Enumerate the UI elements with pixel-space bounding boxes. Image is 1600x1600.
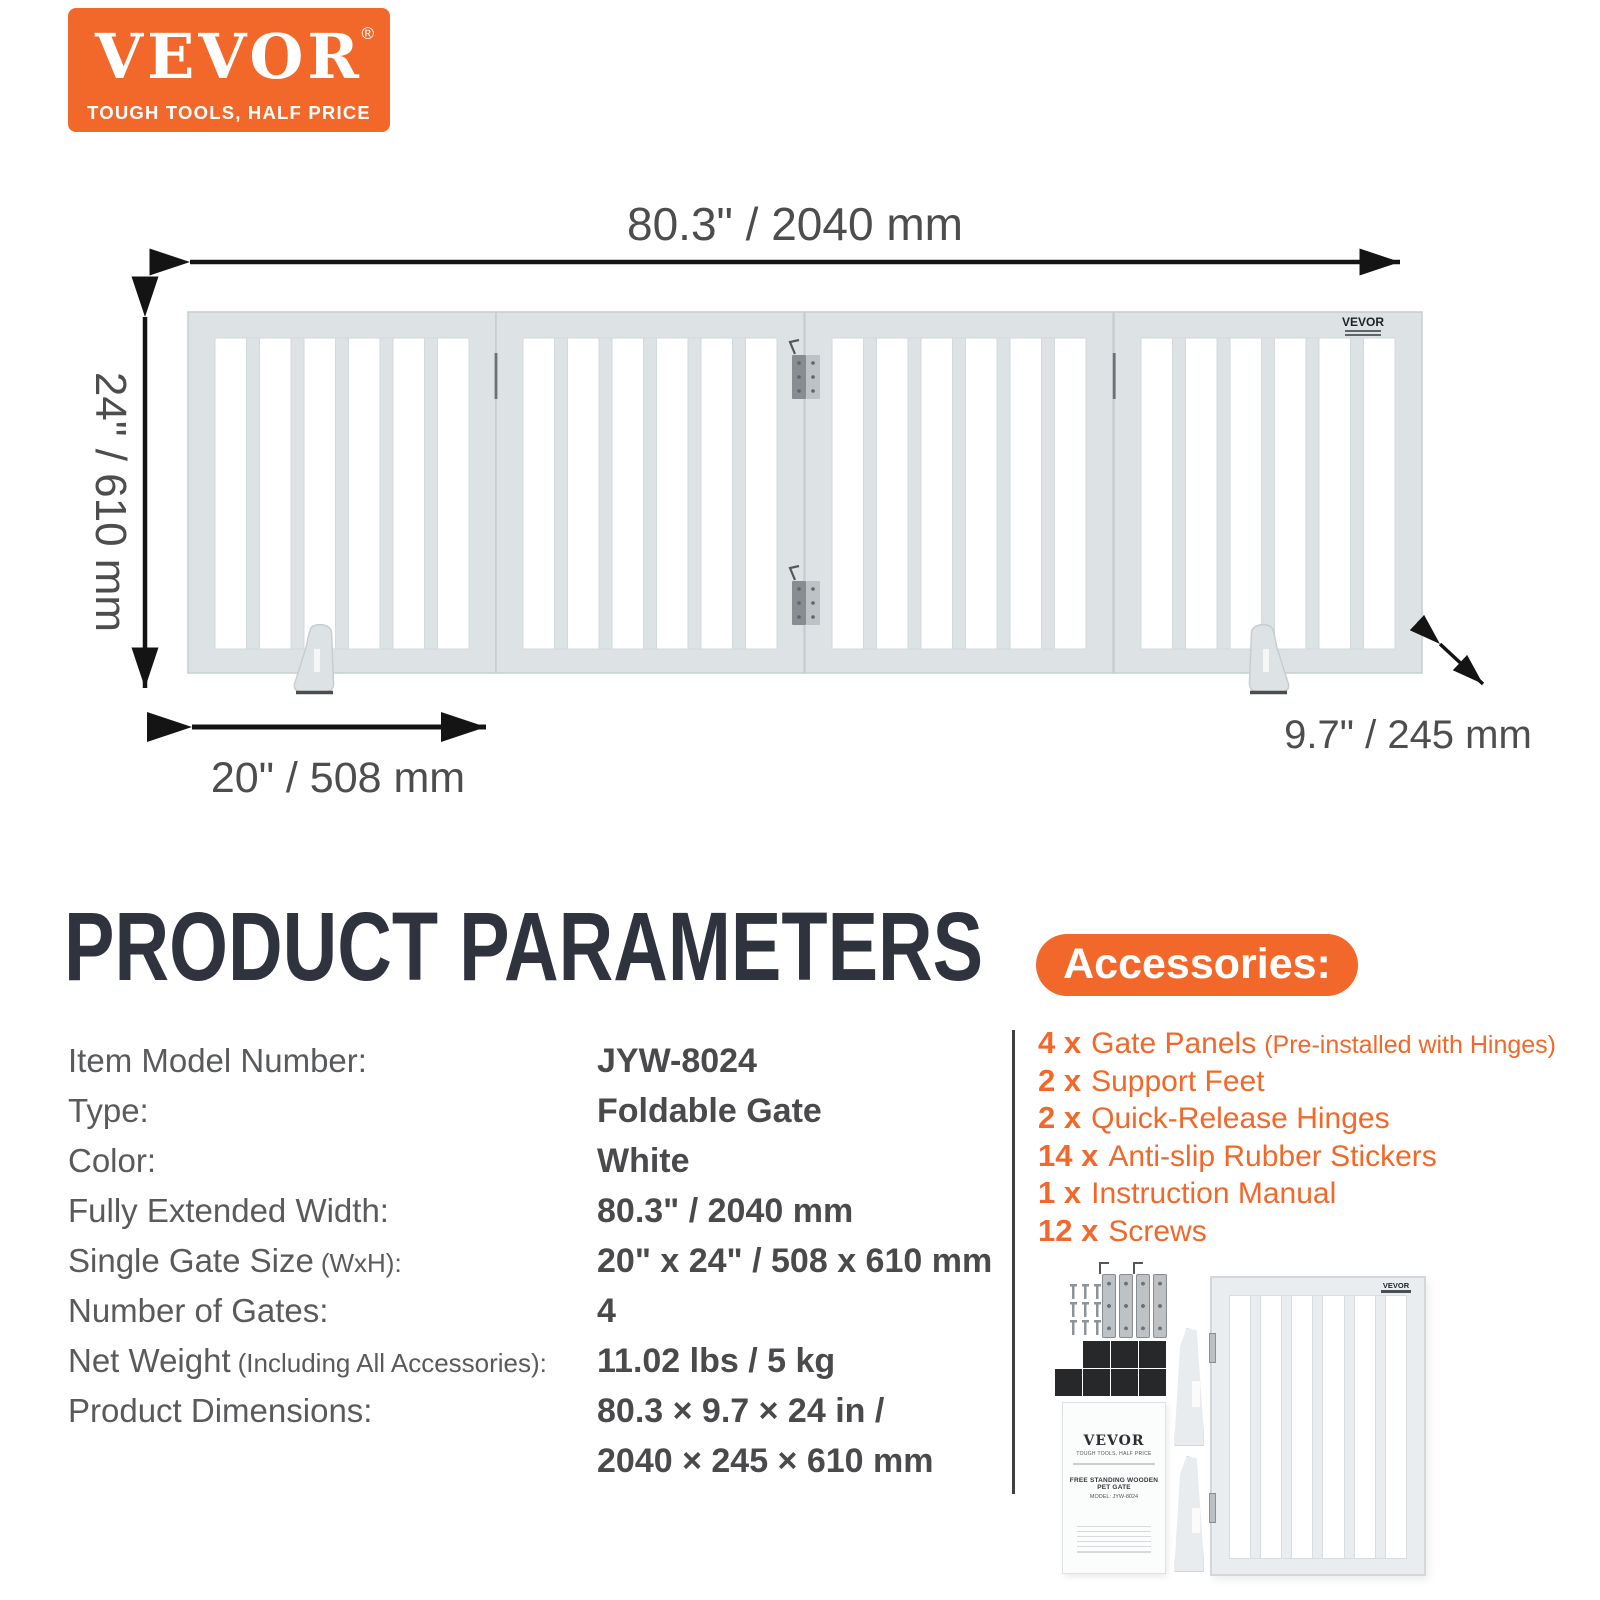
section-divider — [1012, 1030, 1015, 1494]
spec-value: White — [597, 1142, 690, 1180]
hinge-icon — [1136, 1274, 1150, 1338]
hinge-pin-joint3 — [1113, 353, 1116, 399]
rubber-sticker — [1139, 1341, 1166, 1368]
foot-notch — [1192, 1508, 1200, 1533]
rubber-sticker — [1111, 1369, 1138, 1396]
page-title: PRODUCT PARAMETERS — [64, 892, 984, 1001]
accessories-list — [1038, 1024, 1578, 1249]
panel-slat — [1312, 1296, 1323, 1558]
depth-arrow — [1440, 644, 1483, 684]
support-foot-photo — [1174, 1328, 1204, 1446]
manual-title: FREE STANDING WOODEN PET GATE — [1069, 1476, 1159, 1491]
hinge-icon — [1119, 1274, 1133, 1338]
vevor-logo-text: VEVOR — [95, 20, 363, 93]
spec-value: 2040 × 245 × 610 mm — [597, 1442, 934, 1480]
hinge-icon — [1153, 1274, 1167, 1338]
spec-value: 20" x 24" / 508 x 610 mm — [597, 1242, 993, 1280]
accessory-item-support-feet: 2 x Support Feet — [1038, 1062, 1265, 1098]
support-foot-photo — [1174, 1456, 1204, 1572]
manual-tagline: TOUGH TOOLS, HALF PRICE — [1076, 1451, 1152, 1457]
hinge-leaf-icon — [1209, 1333, 1216, 1363]
total-width-label: 80.3" / 2040 mm — [627, 198, 963, 250]
accessory-item-hinges: 2 x Quick-Release Hinges — [1038, 1100, 1390, 1135]
rubber-sticker — [1111, 1341, 1138, 1368]
manual-paragraph — [1063, 1526, 1165, 1553]
hinge-pin-joint1 — [495, 353, 498, 399]
brand-tagline: TOUGH TOOLS, HALF PRICE — [87, 102, 371, 123]
spec-row-dimensions: Product Dimensions: 80.3 × 9.7 × 24 in / — [68, 1388, 1013, 1438]
screw-icon — [1094, 1284, 1101, 1299]
foot-notch — [1192, 1381, 1200, 1407]
screw-icon — [1070, 1320, 1077, 1335]
spec-row-gate-size: Single Gate Size (WxH): 20" x 24" / 508 x 610 mm — [68, 1238, 1013, 1288]
spec-row-dimensions-mm — [68, 1438, 1013, 1488]
screw-icon — [1082, 1284, 1089, 1299]
panel-slat — [1344, 1296, 1355, 1558]
gate-illustration — [188, 312, 1422, 693]
spec-value: 11.02 lbs / 5 kg — [597, 1342, 836, 1380]
rubber-sticker — [1055, 1369, 1082, 1396]
accessories-header: Accessories: — [1036, 934, 1358, 996]
panel-width-label: 20" / 508 mm — [210, 754, 466, 802]
rubber-sticker — [1083, 1369, 1110, 1396]
gate-panel-photo — [1210, 1276, 1426, 1576]
screw-icon — [1094, 1302, 1101, 1317]
panel-brand-sticker: VEVOR — [1376, 1281, 1416, 1294]
hinges-photo — [1102, 1272, 1174, 1340]
spec-row-gate-count: Number of Gates: 4 — [68, 1288, 1013, 1338]
accessory-item-manual: 1 x Instruction Manual — [1038, 1175, 1337, 1210]
accessory-item-screws: 12 x Screws — [1038, 1212, 1207, 1248]
hinge-leaf-icon — [1209, 1493, 1216, 1523]
screw-icon — [1070, 1284, 1077, 1299]
height-label: 24" / 610 mm — [86, 371, 135, 633]
rubber-sticker — [1139, 1369, 1166, 1396]
panel-slat — [1250, 1296, 1261, 1558]
spec-table — [68, 1038, 1013, 1498]
panel-slat — [1375, 1296, 1386, 1558]
spec-row-extended-width: Fully Extended Width: 80.3" / 2040 mm — [68, 1188, 1013, 1238]
foot-depth-label: 9.7" / 245 mm — [1284, 713, 1532, 757]
manual-model: MODEL: JYW-8024 — [1089, 1493, 1139, 1500]
registered-mark: ® — [361, 24, 374, 43]
manual-divider — [1073, 1463, 1155, 1465]
panel-slat — [1281, 1296, 1292, 1558]
panel-window — [1229, 1295, 1407, 1559]
rubber-sticker — [1083, 1341, 1110, 1368]
manual-brand: VEVOR — [1083, 1433, 1145, 1449]
spec-value: 80.3 × 9.7 × 24 in / — [597, 1392, 885, 1430]
spec-row-model: Item Model Number: JYW-8024 — [68, 1038, 1013, 1088]
spec-row-type: Type: Foldable Gate — [68, 1088, 1013, 1138]
screw-icon — [1070, 1302, 1077, 1317]
instruction-manual-photo — [1062, 1402, 1166, 1574]
spec-row-net-weight: Net Weight (Including All Accessories): 11.02 lbs / 5 kg — [68, 1338, 1013, 1388]
spec-row-color: Color: White — [68, 1138, 1013, 1188]
spec-value: 4 — [597, 1292, 616, 1330]
hinge-pin-icon — [1099, 1262, 1109, 1274]
hinge-pin-icon — [1133, 1262, 1143, 1274]
spec-value: 80.3" / 2040 mm — [597, 1192, 854, 1230]
accessory-item-gate-panels: 4 x Gate Panels (Pre-installed with Hinges) — [1038, 1025, 1556, 1060]
spec-value: JYW-8024 — [597, 1042, 757, 1080]
spec-value: Foldable Gate — [597, 1092, 822, 1130]
hinge-icon — [1102, 1274, 1116, 1338]
screw-icon — [1082, 1302, 1089, 1317]
svg-text:VEVOR: VEVOR — [1341, 315, 1385, 329]
accessory-item-stickers: 14 x Anti-slip Rubber Stickers — [1038, 1137, 1437, 1173]
screw-icon — [1094, 1320, 1101, 1335]
screw-icon — [1082, 1320, 1089, 1335]
